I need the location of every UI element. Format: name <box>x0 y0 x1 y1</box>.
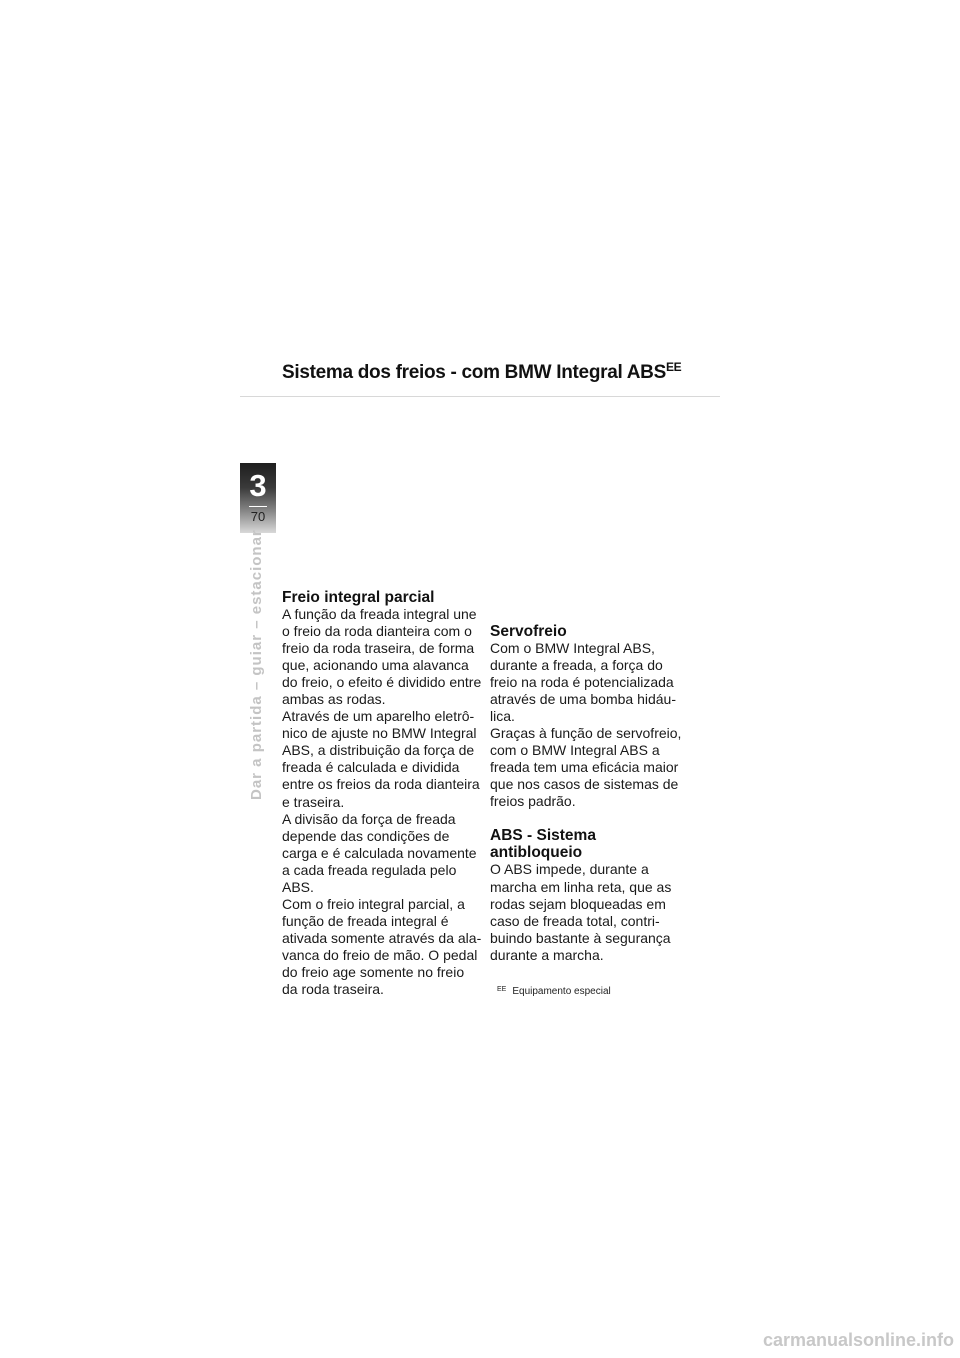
chapter-tab <box>240 463 276 533</box>
footnote <box>497 986 611 997</box>
section-body-abs: O ABS impede, durante a marcha em linha reta, que as rodas sejam bloqueadas em caso de freada total, contri- buindo bastante à segurança durante a marcha. <box>490 861 672 963</box>
section-heading-servofreio: Servofreio <box>490 623 567 640</box>
footnote-text: Equipamento especial <box>512 986 611 997</box>
left-column <box>282 589 482 998</box>
chapter-side-label: Dar a partida – guiar – estacionar <box>248 529 265 800</box>
page-title-text: Sistema dos freios - com BMW Integral ABS <box>282 362 666 383</box>
section-heading-abs: ABS - Sistema antibloqueio <box>490 827 596 862</box>
right-column <box>490 623 690 964</box>
chapter-number: 3 <box>249 468 267 503</box>
section-body-freio-integral: A função da freada integral une o freio da roda dianteira com o freio da roda traseira, de forma que, acionando uma alavanca do freio, o efeito é dividido entre ambas as rodas. Através de um aparelho eletrô- nico de ajuste no BMW Integral ABS, a distribuição da força de freada é calculada e dividida entre os freios da roda dianteira e traseira. A divisão da força de freada depende das condições de carga e é calculada novamente a cada freada regulada pelo ABS. Com o freio integral parcial, a função de freada integral é ativada somente através da ala- vanca do freio de mão. O pedal do freio age somente no freio da roda traseira. <box>282 606 482 998</box>
watermark: carmanualsonline.info <box>762 1330 954 1350</box>
chapter-divider <box>249 506 267 507</box>
footnote-mark: EE <box>497 986 507 993</box>
section-body-servofreio: Com o BMW Integral ABS, durante a freada, a força do freio na roda é potencializada através de uma bomba hidáu- lica. Graças à função de servofreio, com o BMW Integral ABS a freada tem uma eficácia maior que nos casos de sistemas de freios padrão. <box>490 640 682 810</box>
section-heading-freio-integral: Freio integral parcial <box>282 589 435 606</box>
title-superscript: EE <box>665 360 682 374</box>
title-divider <box>240 396 720 397</box>
page-number: 70 <box>250 509 266 524</box>
page-title <box>282 362 681 384</box>
